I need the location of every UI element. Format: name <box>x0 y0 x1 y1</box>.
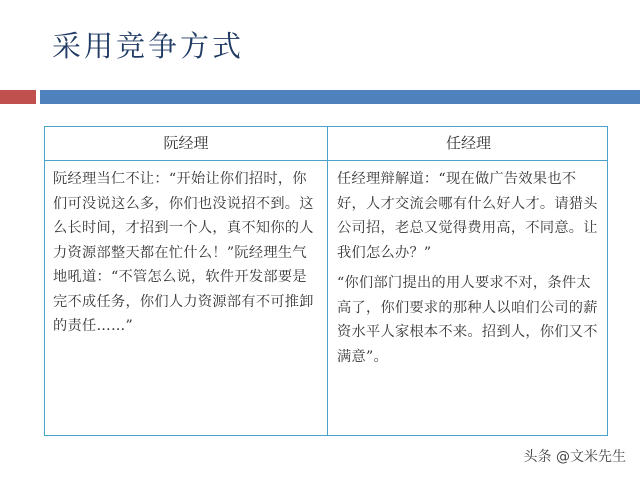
header-ruan-manager: 阮经理 <box>163 134 209 152</box>
comparison-table <box>44 126 608 436</box>
cell-ren-statement <box>337 167 599 369</box>
header-ren-manager: 任经理 <box>445 134 491 152</box>
cell-ruan-statement <box>53 167 319 339</box>
slide-title: 采用竞争方式 <box>52 29 245 63</box>
accent-bar-blue <box>40 90 640 104</box>
column-divider <box>327 127 328 435</box>
watermark: 头条 @文米先生 <box>523 449 626 465</box>
accent-bar-red <box>0 90 36 104</box>
ren-statement-text-2: “你们部门提出的用人要求不对，条件太高了，你们要求的那种人以咱们公司的薪资水平人家根本不来。招到人，你们又不满意”。 <box>337 275 598 365</box>
ren-statement-text-1: 任经理辩解道：“现在做广告效果也不好，人才交流会哪有什么好人才。请猎头公司招，老总又觉得费用高，不同意。让我们怎么办？” <box>337 171 598 261</box>
ruan-statement-text: 阮经理当仁不让：“开始让你们招时，你们可没说这么多，你们也没说招不到。这么长时间，才招到一个人，真不知你的人力资源部整天都在忙什么！”阮经理生气地吼道：“不管怎么说，软件开发部要是完不成任务，你们人力资源部有不可推卸的责任……” <box>53 171 314 334</box>
